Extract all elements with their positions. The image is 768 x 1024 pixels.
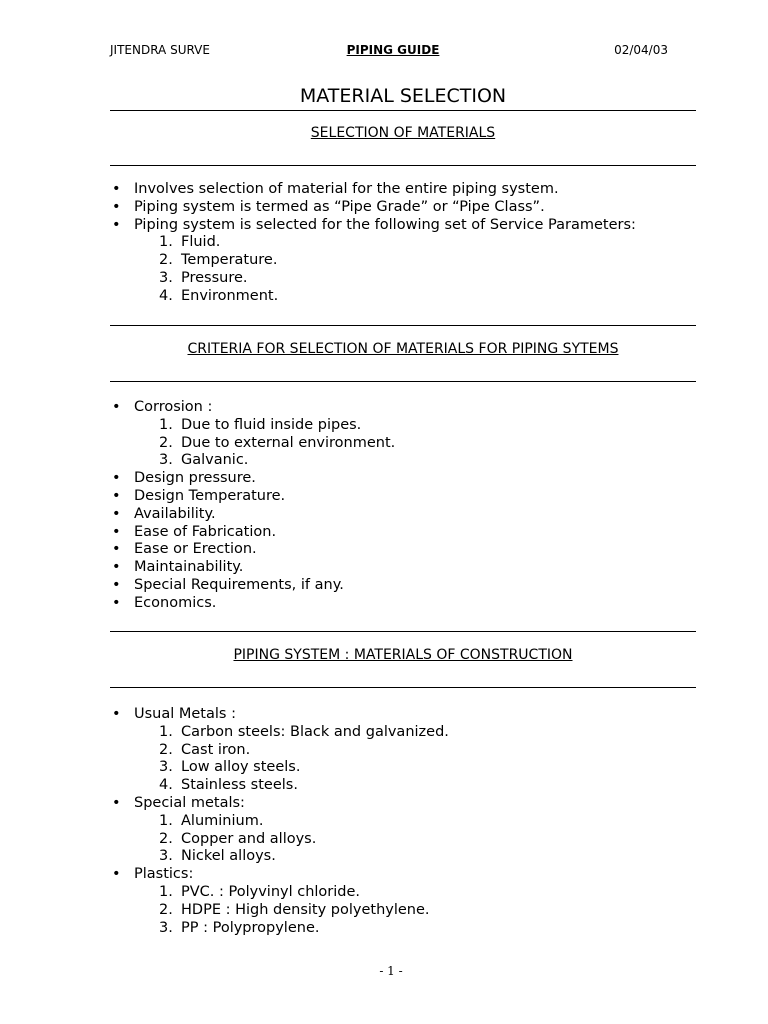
sub-list-item-text: Stainless steels. <box>181 777 298 794</box>
sub-list-item <box>110 902 449 920</box>
sub-list-item <box>110 848 449 866</box>
list-item-text: Design Temperature. <box>134 487 286 504</box>
bullet-icon: • <box>112 559 121 576</box>
sub-list-container <box>110 884 449 937</box>
section-heading-criteria: CRITERIA FOR SELECTION OF MATERIALS FOR PIPING SYTEMS <box>187 341 619 357</box>
sub-list-item <box>110 742 449 760</box>
sub-list-container <box>110 417 395 470</box>
bullet-icon: • <box>112 487 121 504</box>
sub-list-item-text: PP : Polypropylene. <box>181 919 320 936</box>
sub-list-item-text: Pressure. <box>181 269 248 286</box>
item-number: 3. <box>159 848 173 865</box>
numbered-sub-list <box>110 813 449 866</box>
sub-list-item <box>110 435 395 453</box>
item-number: 2. <box>159 901 173 918</box>
sub-list-item-text: PVC. : Polyvinyl chloride. <box>181 883 361 900</box>
list-item-text: Corrosion : <box>134 399 213 415</box>
sub-list-item-text: Carbon steels: Black and galvanized. <box>181 723 449 740</box>
sub-list-item <box>110 884 449 902</box>
list-item <box>110 506 395 524</box>
criteria-list <box>110 399 395 613</box>
bullet-icon: • <box>112 181 121 197</box>
item-number: 1. <box>159 723 173 740</box>
sub-list-item <box>110 417 395 435</box>
divider <box>110 165 696 166</box>
list-item-text: Piping system is termed as “Pipe Grade” or “Pipe Class”. <box>134 198 545 215</box>
sub-list-item-text: Aluminium. <box>181 812 264 829</box>
list-item <box>110 488 395 506</box>
bullet-icon: • <box>112 470 121 487</box>
list-item-text: Plastics: <box>134 866 194 883</box>
sub-list-item <box>110 452 395 470</box>
divider <box>110 381 696 382</box>
sub-list-item-text: HDPE : High density polyethylene. <box>181 901 430 918</box>
item-number: 3. <box>159 919 173 936</box>
item-number: 2. <box>159 252 173 269</box>
list-item-text: Involves selection of material for the entire piping system. <box>134 181 559 197</box>
list-item-text: Economics. <box>134 594 217 611</box>
numbered-sub-list <box>110 724 449 795</box>
list-item-text: Maintainability. <box>134 559 244 576</box>
bullet-icon: • <box>112 505 121 522</box>
item-number: 3. <box>159 452 173 469</box>
item-number: 2. <box>159 741 173 758</box>
item-number: 2. <box>159 830 173 847</box>
list-item <box>110 181 636 199</box>
sub-list-item <box>110 759 449 777</box>
list-item-text: Piping system is selected for the following set of Service Parameters: <box>134 216 636 233</box>
sub-list-container <box>110 813 449 866</box>
sub-list-item <box>110 813 449 831</box>
page-title: MATERIAL SELECTION <box>299 85 507 107</box>
sub-list-item <box>110 920 449 938</box>
list-item-text: Special Requirements, if any. <box>134 576 344 593</box>
bullet-icon: • <box>112 216 121 233</box>
section-heading-selection: SELECTION OF MATERIALS <box>310 125 496 141</box>
sub-list-item-text: Copper and alloys. <box>181 830 317 847</box>
list-item <box>110 595 395 613</box>
divider <box>110 325 696 326</box>
bullet-icon: • <box>112 523 121 540</box>
sub-list-item <box>110 252 636 270</box>
list-item <box>110 795 449 813</box>
item-number: 4. <box>159 777 173 794</box>
bullet-icon: • <box>112 576 121 593</box>
sub-list-item <box>110 234 636 252</box>
list-item <box>110 866 449 884</box>
divider <box>110 110 696 111</box>
list-item <box>110 577 395 595</box>
page-number: - 1 - <box>379 964 403 978</box>
item-number: 3. <box>159 269 173 286</box>
list-item <box>110 199 636 217</box>
sub-list-item <box>110 288 636 306</box>
sub-list-item-text: Environment. <box>181 287 279 304</box>
sub-list-container <box>110 234 636 305</box>
bullet-icon: • <box>112 706 121 722</box>
list-item <box>110 217 636 235</box>
list-item-text: Ease of Fabrication. <box>134 523 277 540</box>
bullet-icon: • <box>112 594 121 611</box>
sub-list-item <box>110 777 449 795</box>
bullet-icon: • <box>112 866 121 883</box>
header-guide-title: PIPING GUIDE <box>346 43 440 57</box>
item-number: 4. <box>159 287 173 304</box>
list-item <box>110 706 449 724</box>
item-number: 1. <box>159 883 173 900</box>
item-number: 2. <box>159 434 173 451</box>
sub-list-item <box>110 831 449 849</box>
sub-list-item-text: Galvanic. <box>181 452 249 469</box>
section-heading-materials: PIPING SYSTEM : MATERIALS OF CONSTRUCTION <box>233 647 573 663</box>
sub-list-item-text: Low alloy steels. <box>181 759 301 776</box>
materials-list <box>110 706 449 937</box>
list-item-text: Availability. <box>134 505 216 522</box>
item-number: 1. <box>159 416 173 433</box>
header-date: 02/04/03 <box>614 43 668 57</box>
item-number: 1. <box>159 234 173 251</box>
list-item-text: Ease or Erection. <box>134 541 257 558</box>
list-item <box>110 559 395 577</box>
sub-list-item <box>110 270 636 288</box>
sub-list-item-text: Temperature. <box>181 252 278 269</box>
numbered-sub-list <box>110 234 636 305</box>
bullet-icon: • <box>112 399 121 415</box>
sub-list-item-text: Due to external environment. <box>181 434 396 451</box>
sub-list-item <box>110 724 449 742</box>
numbered-sub-list <box>110 417 395 470</box>
list-item-text: Special metals: <box>134 794 245 811</box>
numbered-sub-list <box>110 884 449 937</box>
header-author: JITENDRA SURVE <box>110 43 210 57</box>
list-item <box>110 524 395 542</box>
list-item-text: Usual Metals : <box>134 706 236 722</box>
selection-list <box>110 181 636 306</box>
bullet-icon: • <box>112 541 121 558</box>
sub-list-item-text: Fluid. <box>181 234 221 251</box>
item-number: 3. <box>159 759 173 776</box>
list-item-text: Design pressure. <box>134 470 256 487</box>
list-item <box>110 470 395 488</box>
sub-list-item-text: Nickel alloys. <box>181 848 276 865</box>
list-item <box>110 399 395 417</box>
bullet-icon: • <box>112 794 121 811</box>
divider <box>110 631 696 632</box>
divider <box>110 687 696 688</box>
item-number: 1. <box>159 812 173 829</box>
list-item <box>110 541 395 559</box>
sub-list-item-text: Cast iron. <box>181 741 251 758</box>
sub-list-container <box>110 724 449 795</box>
bullet-icon: • <box>112 198 121 215</box>
sub-list-item-text: Due to fluid inside pipes. <box>181 416 362 433</box>
